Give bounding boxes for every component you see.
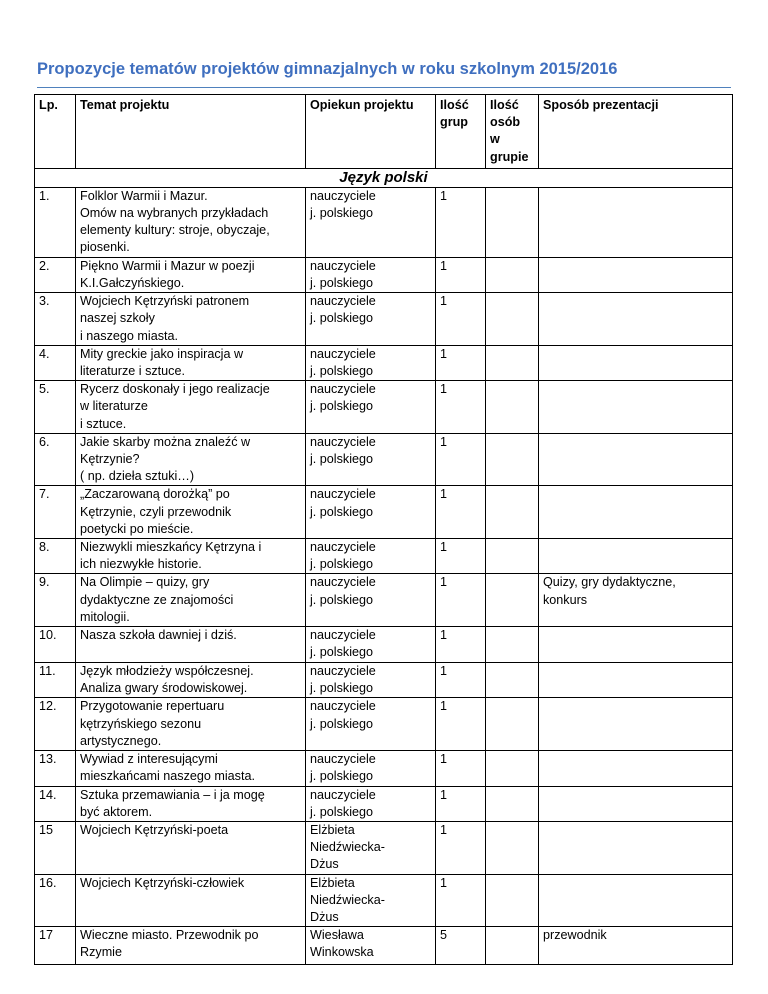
cell-sposob xyxy=(539,627,733,663)
cell-opiekun: nauczyciele j. polskiego xyxy=(306,345,436,380)
cell-ilosc-grup: 1 xyxy=(436,187,486,257)
cell-lp: 11. xyxy=(35,663,76,698)
cell-ilosc-grup: 1 xyxy=(436,663,486,698)
cell-sposob xyxy=(539,486,733,539)
cell-ilosc-grup: 1 xyxy=(436,874,486,927)
cell-sposob: przewodnik xyxy=(539,927,733,965)
cell-sposob xyxy=(539,187,733,257)
header-temat: Temat projektu xyxy=(76,95,306,169)
cell-lp: 12. xyxy=(35,698,76,751)
cell-ilosc-grup: 1 xyxy=(436,786,486,821)
table-row xyxy=(35,345,733,380)
cell-lp: 5. xyxy=(35,381,76,434)
cell-opiekun: nauczyciele j. polskiego xyxy=(306,381,436,434)
cell-ilosc-grup: 1 xyxy=(436,257,486,292)
cell-opiekun: nauczyciele j. polskiego xyxy=(306,486,436,539)
cell-opiekun: Elżbieta Niedźwiecka- Dżus xyxy=(306,874,436,927)
cell-lp: 15 xyxy=(35,821,76,874)
page-title: Propozycje tematów projektów gimnazjalnych w roku szkolnym 2015/2016 xyxy=(37,60,618,78)
cell-lp: 2. xyxy=(35,257,76,292)
cell-lp: 6. xyxy=(35,433,76,486)
cell-opiekun: nauczyciele j. polskiego xyxy=(306,293,436,346)
table-row xyxy=(35,486,733,539)
cell-ilosc-osob xyxy=(486,786,539,821)
cell-opiekun: nauczyciele j. polskiego xyxy=(306,187,436,257)
cell-ilosc-osob xyxy=(486,874,539,927)
cell-temat: Przygotowanie repertuaru kętrzyńskiego sezonu artystycznego. xyxy=(76,698,306,751)
cell-sposob xyxy=(539,381,733,434)
cell-sposob xyxy=(539,345,733,380)
cell-temat: Folklor Warmii i Mazur. Omów na wybranych przykładach elementy kultury: stroje, obyczaje, piosenki. xyxy=(76,187,306,257)
table-row xyxy=(35,663,733,698)
cell-lp: 10. xyxy=(35,627,76,663)
cell-ilosc-osob xyxy=(486,751,539,786)
cell-opiekun: nauczyciele j. polskiego xyxy=(306,257,436,292)
cell-temat: Wojciech Kętrzyński patronem naszej szkoły i naszego miasta. xyxy=(76,293,306,346)
table-row xyxy=(35,698,733,751)
cell-ilosc-grup: 1 xyxy=(436,433,486,486)
cell-temat: Wieczne miasto. Przewodnik po Rzymie xyxy=(76,927,306,965)
header-ilosc-grup: Ilość grup xyxy=(436,95,486,169)
cell-ilosc-grup: 1 xyxy=(436,539,486,574)
cell-opiekun: nauczyciele j. polskiego xyxy=(306,574,436,627)
cell-sposob: Quizy, gry dydaktyczne, konkurs xyxy=(539,574,733,627)
cell-ilosc-osob xyxy=(486,187,539,257)
cell-lp: 1. xyxy=(35,187,76,257)
projects-table xyxy=(34,94,733,965)
table-row xyxy=(35,574,733,627)
table-row xyxy=(35,293,733,346)
cell-opiekun: nauczyciele j. polskiego xyxy=(306,433,436,486)
cell-ilosc-grup: 1 xyxy=(436,821,486,874)
cell-lp: 3. xyxy=(35,293,76,346)
cell-sposob xyxy=(539,293,733,346)
cell-temat: Piękno Warmii i Mazur w poezji K.I.Gałczyńskiego. xyxy=(76,257,306,292)
cell-temat: Wywiad z interesującymi mieszkańcami naszego miasta. xyxy=(76,751,306,786)
cell-lp: 4. xyxy=(35,345,76,380)
cell-ilosc-osob xyxy=(486,698,539,751)
table-row xyxy=(35,187,733,257)
table-row xyxy=(35,821,733,874)
cell-temat: Wojciech Kętrzyński-poeta xyxy=(76,821,306,874)
table-row xyxy=(35,751,733,786)
cell-sposob xyxy=(539,257,733,292)
section-title: Język polski xyxy=(35,168,733,187)
table-row xyxy=(35,257,733,292)
cell-opiekun: Elżbieta Niedźwiecka- Dżus xyxy=(306,821,436,874)
title-underline xyxy=(37,87,731,88)
cell-sposob xyxy=(539,874,733,927)
cell-temat: Rycerz doskonały i jego realizacje w literaturze i sztuce. xyxy=(76,381,306,434)
cell-opiekun: nauczyciele j. polskiego xyxy=(306,751,436,786)
cell-ilosc-grup: 1 xyxy=(436,698,486,751)
cell-ilosc-grup: 1 xyxy=(436,293,486,346)
cell-ilosc-osob xyxy=(486,433,539,486)
cell-opiekun: nauczyciele j. polskiego xyxy=(306,698,436,751)
table-row xyxy=(35,381,733,434)
cell-ilosc-grup: 1 xyxy=(436,574,486,627)
header-row xyxy=(35,95,733,169)
cell-sposob xyxy=(539,821,733,874)
cell-opiekun: nauczyciele j. polskiego xyxy=(306,786,436,821)
cell-ilosc-osob xyxy=(486,539,539,574)
table-row xyxy=(35,874,733,927)
cell-temat: „Zaczarowaną dorożką” po Kętrzynie, czyli przewodnik poetycki po mieście. xyxy=(76,486,306,539)
cell-temat: Jakie skarby można znaleźć w Kętrzynie? ( np. dzieła sztuki…) xyxy=(76,433,306,486)
cell-ilosc-osob xyxy=(486,927,539,965)
table-row xyxy=(35,786,733,821)
cell-opiekun: nauczyciele j. polskiego xyxy=(306,627,436,663)
cell-lp: 13. xyxy=(35,751,76,786)
cell-ilosc-osob xyxy=(486,257,539,292)
cell-ilosc-grup: 1 xyxy=(436,381,486,434)
cell-temat: Nasza szkoła dawniej i dziś. xyxy=(76,627,306,663)
cell-lp: 9. xyxy=(35,574,76,627)
section-row xyxy=(35,168,733,187)
cell-temat: Niezwykli mieszkańcy Kętrzyna i ich niezwykłe historie. xyxy=(76,539,306,574)
cell-ilosc-osob xyxy=(486,293,539,346)
cell-ilosc-osob xyxy=(486,345,539,380)
table-row xyxy=(35,539,733,574)
cell-ilosc-grup: 1 xyxy=(436,345,486,380)
cell-sposob xyxy=(539,539,733,574)
cell-ilosc-grup: 1 xyxy=(436,486,486,539)
table-row xyxy=(35,927,733,965)
cell-temat: Język młodzieży współczesnej. Analiza gwary środowiskowej. xyxy=(76,663,306,698)
cell-ilosc-osob xyxy=(486,574,539,627)
cell-ilosc-grup: 1 xyxy=(436,751,486,786)
header-sposob: Sposób prezentacji xyxy=(539,95,733,169)
cell-temat: Sztuka przemawiania – i ja mogę być aktorem. xyxy=(76,786,306,821)
cell-ilosc-osob xyxy=(486,821,539,874)
cell-opiekun: Wiesława Winkowska xyxy=(306,927,436,965)
cell-ilosc-osob xyxy=(486,663,539,698)
cell-sposob xyxy=(539,786,733,821)
header-opiekun: Opiekun projektu xyxy=(306,95,436,169)
cell-lp: 8. xyxy=(35,539,76,574)
table-row xyxy=(35,627,733,663)
header-ilosc-osob: Ilość osób w grupie xyxy=(486,95,539,169)
cell-sposob xyxy=(539,698,733,751)
cell-ilosc-osob xyxy=(486,486,539,539)
cell-lp: 16. xyxy=(35,874,76,927)
cell-ilosc-osob xyxy=(486,381,539,434)
table-row xyxy=(35,433,733,486)
cell-opiekun: nauczyciele j. polskiego xyxy=(306,663,436,698)
cell-ilosc-grup: 5 xyxy=(436,927,486,965)
cell-sposob xyxy=(539,751,733,786)
header-lp: Lp. xyxy=(35,95,76,169)
cell-ilosc-grup: 1 xyxy=(436,627,486,663)
cell-lp: 7. xyxy=(35,486,76,539)
cell-temat: Na Olimpie – quizy, gry dydaktyczne ze znajomości mitologii. xyxy=(76,574,306,627)
cell-sposob xyxy=(539,663,733,698)
cell-lp: 14. xyxy=(35,786,76,821)
cell-ilosc-osob xyxy=(486,627,539,663)
cell-lp: 17 xyxy=(35,927,76,965)
cell-sposob xyxy=(539,433,733,486)
cell-temat: Mity greckie jako inspiracja w literaturze i sztuce. xyxy=(76,345,306,380)
cell-opiekun: nauczyciele j. polskiego xyxy=(306,539,436,574)
cell-temat: Wojciech Kętrzyński-człowiek xyxy=(76,874,306,927)
